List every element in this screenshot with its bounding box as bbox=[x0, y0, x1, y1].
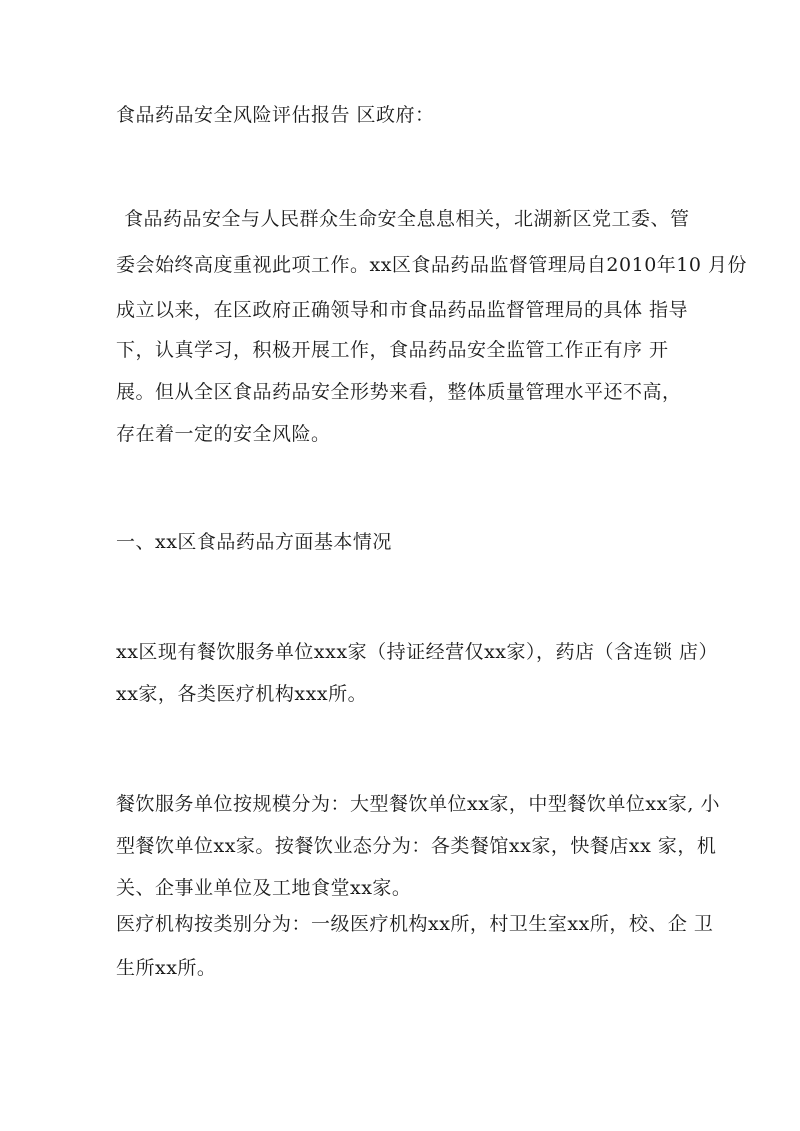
medical-line: 医疗机构按类别分为：一级医疗机构xx所，村卫生室xx所，校、企 卫 bbox=[116, 913, 714, 935]
intro-line: 展。但从全区食品药品安全形势来看，整体质量管理水平还不高， bbox=[116, 381, 682, 403]
intro-line: 成立以来，在区政府正确领导和市食品药品监督管理局的具体 指导 bbox=[116, 299, 689, 321]
intro-line: 委会始终高度重视此项工作。xx区食品药品监督管理局自2010年10 月份 bbox=[116, 254, 748, 276]
medical-line: 生所xx所。 bbox=[116, 957, 217, 979]
catering-line: 餐饮服务单位按规模分为：大型餐饮单位xx家，中型餐饮单位xx家, 小 bbox=[116, 793, 720, 815]
section-heading: 一、xx区食品药品方面基本情况 bbox=[116, 531, 392, 553]
intro-line: 存在着一定的安全风险。 bbox=[116, 423, 331, 445]
facilities-line: xx区现有餐饮服务单位xxx家（持证经营仅xx家），药店（含连锁 店） bbox=[116, 641, 719, 663]
catering-line: 型餐饮单位xx家。按餐饮业态分为：各类餐馆xx家，快餐店xx 家，机 bbox=[116, 835, 717, 857]
intro-line: 下，认真学习，积极开展工作，食品药品安全监管工作正有序 开 bbox=[116, 339, 669, 361]
catering-line: 关、企事业单位及工地食堂xx家。 bbox=[116, 877, 412, 899]
facilities-line: xx家，各类医疗机构xxx所。 bbox=[116, 683, 368, 705]
document-title: 食品药品安全风险评估报告 区政府： bbox=[116, 104, 435, 126]
intro-line: 食品药品安全与人民群众生命安全息息相关，北湖新区党工委、管 bbox=[124, 208, 690, 230]
